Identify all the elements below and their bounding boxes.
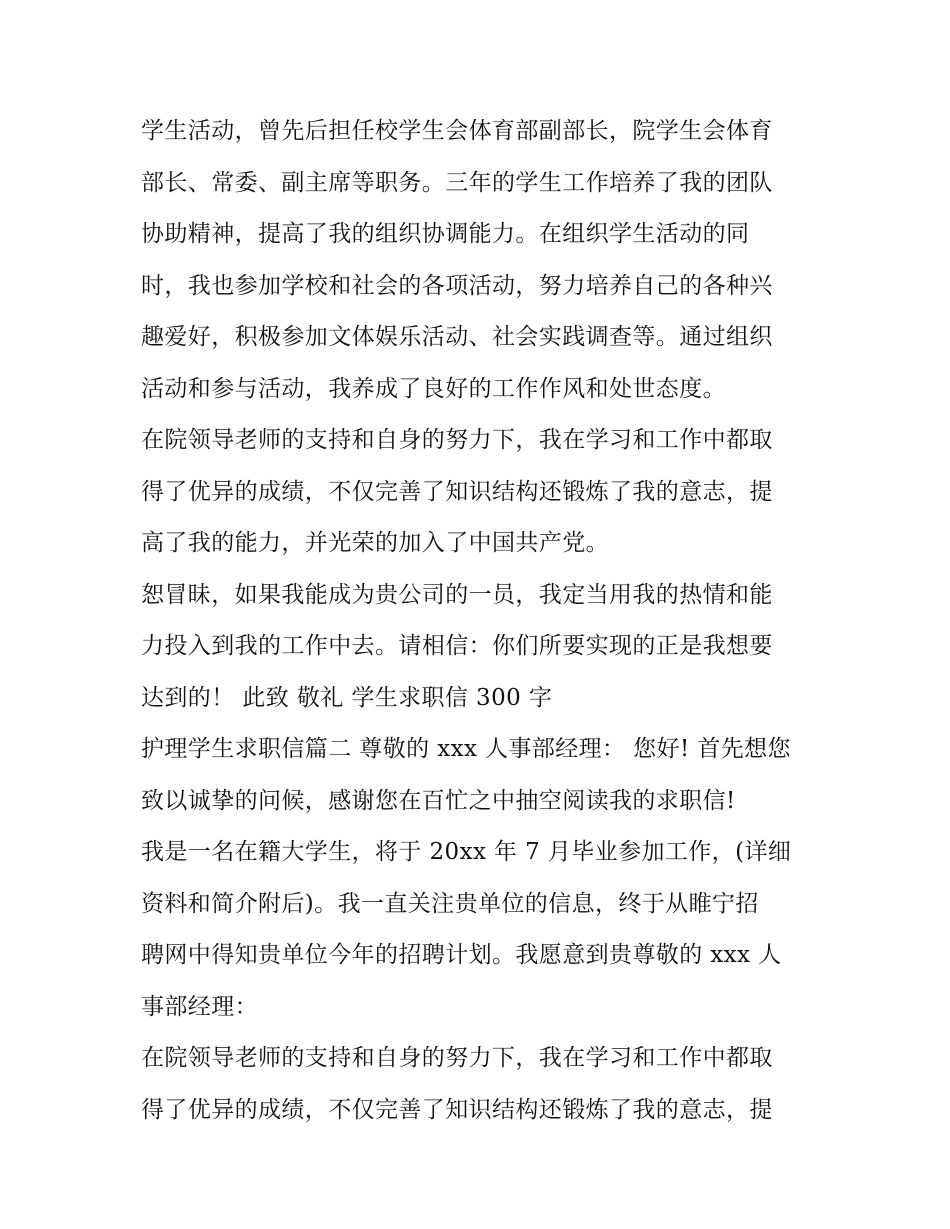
text-line: 事部经理： (141, 993, 258, 1020)
text-line: 我是一名在籍大学生，将于 20xx 年 7 月毕业参加工作，(详细 (141, 839, 792, 865)
body-text (141, 106, 821, 1136)
text-line: 高了我的能力，并光荣的加入了中国共产党。 (141, 530, 609, 556)
text-line: 达到的！ 此致 敬礼 学生求职信 300 字 (141, 684, 553, 711)
text-line: 在院领导老师的支持和自身的努力下，我在学习和工作中都取 (141, 1045, 773, 1071)
text-line: 趣爱好，积极参加文体娱乐活动、社会实践调查等。通过组织 (141, 324, 773, 350)
text-line: 活动和参与活动，我养成了良好的工作作风和处世态度。 (141, 375, 726, 402)
text-line: 恕冒昧，如果我能成为贵公司的一员，我定当用我的热情和能 (141, 581, 773, 608)
text-line: 时，我也参加学校和社会的各项活动，努力培养自己的各种兴 (141, 272, 773, 299)
text-line: 部长、常委、副主席等职务。三年的学生工作培养了我的团队 (141, 169, 773, 196)
text-line: 得了优异的成绩，不仅完善了知识结构还锻炼了我的意志，提 (141, 1096, 773, 1123)
text-line: 得了优异的成绩，不仅完善了知识结构还锻炼了我的意志，提 (141, 478, 773, 505)
text-line: 协助精神，提高了我的组织协调能力。在组织学生活动的同 (141, 221, 750, 247)
text-line: 护理学生求职信篇二 尊敬的 xxx 人事部经理： 您好! 首先想您 (141, 736, 791, 762)
text-line: 资料和简介附后)。我一直关注贵单位的信息，终于从睢宁招 (141, 890, 759, 917)
text-line: 致以诚挚的问候，感谢您在百忙之中抽空阅读我的求职信! (141, 787, 736, 814)
text-line: 在院领导老师的支持和自身的努力下，我在学习和工作中都取 (141, 427, 773, 453)
text-line: 力投入到我的工作中去。请相信：你们所要实现的正是我想要 (141, 633, 773, 659)
text-line: 聘网中得知贵单位今年的招聘计划。我愿意到贵尊敬的 xxx 人 (141, 942, 782, 968)
text-line: 学生活动，曾先后担任校学生会体育部副部长，院学生会体育 (141, 118, 773, 144)
